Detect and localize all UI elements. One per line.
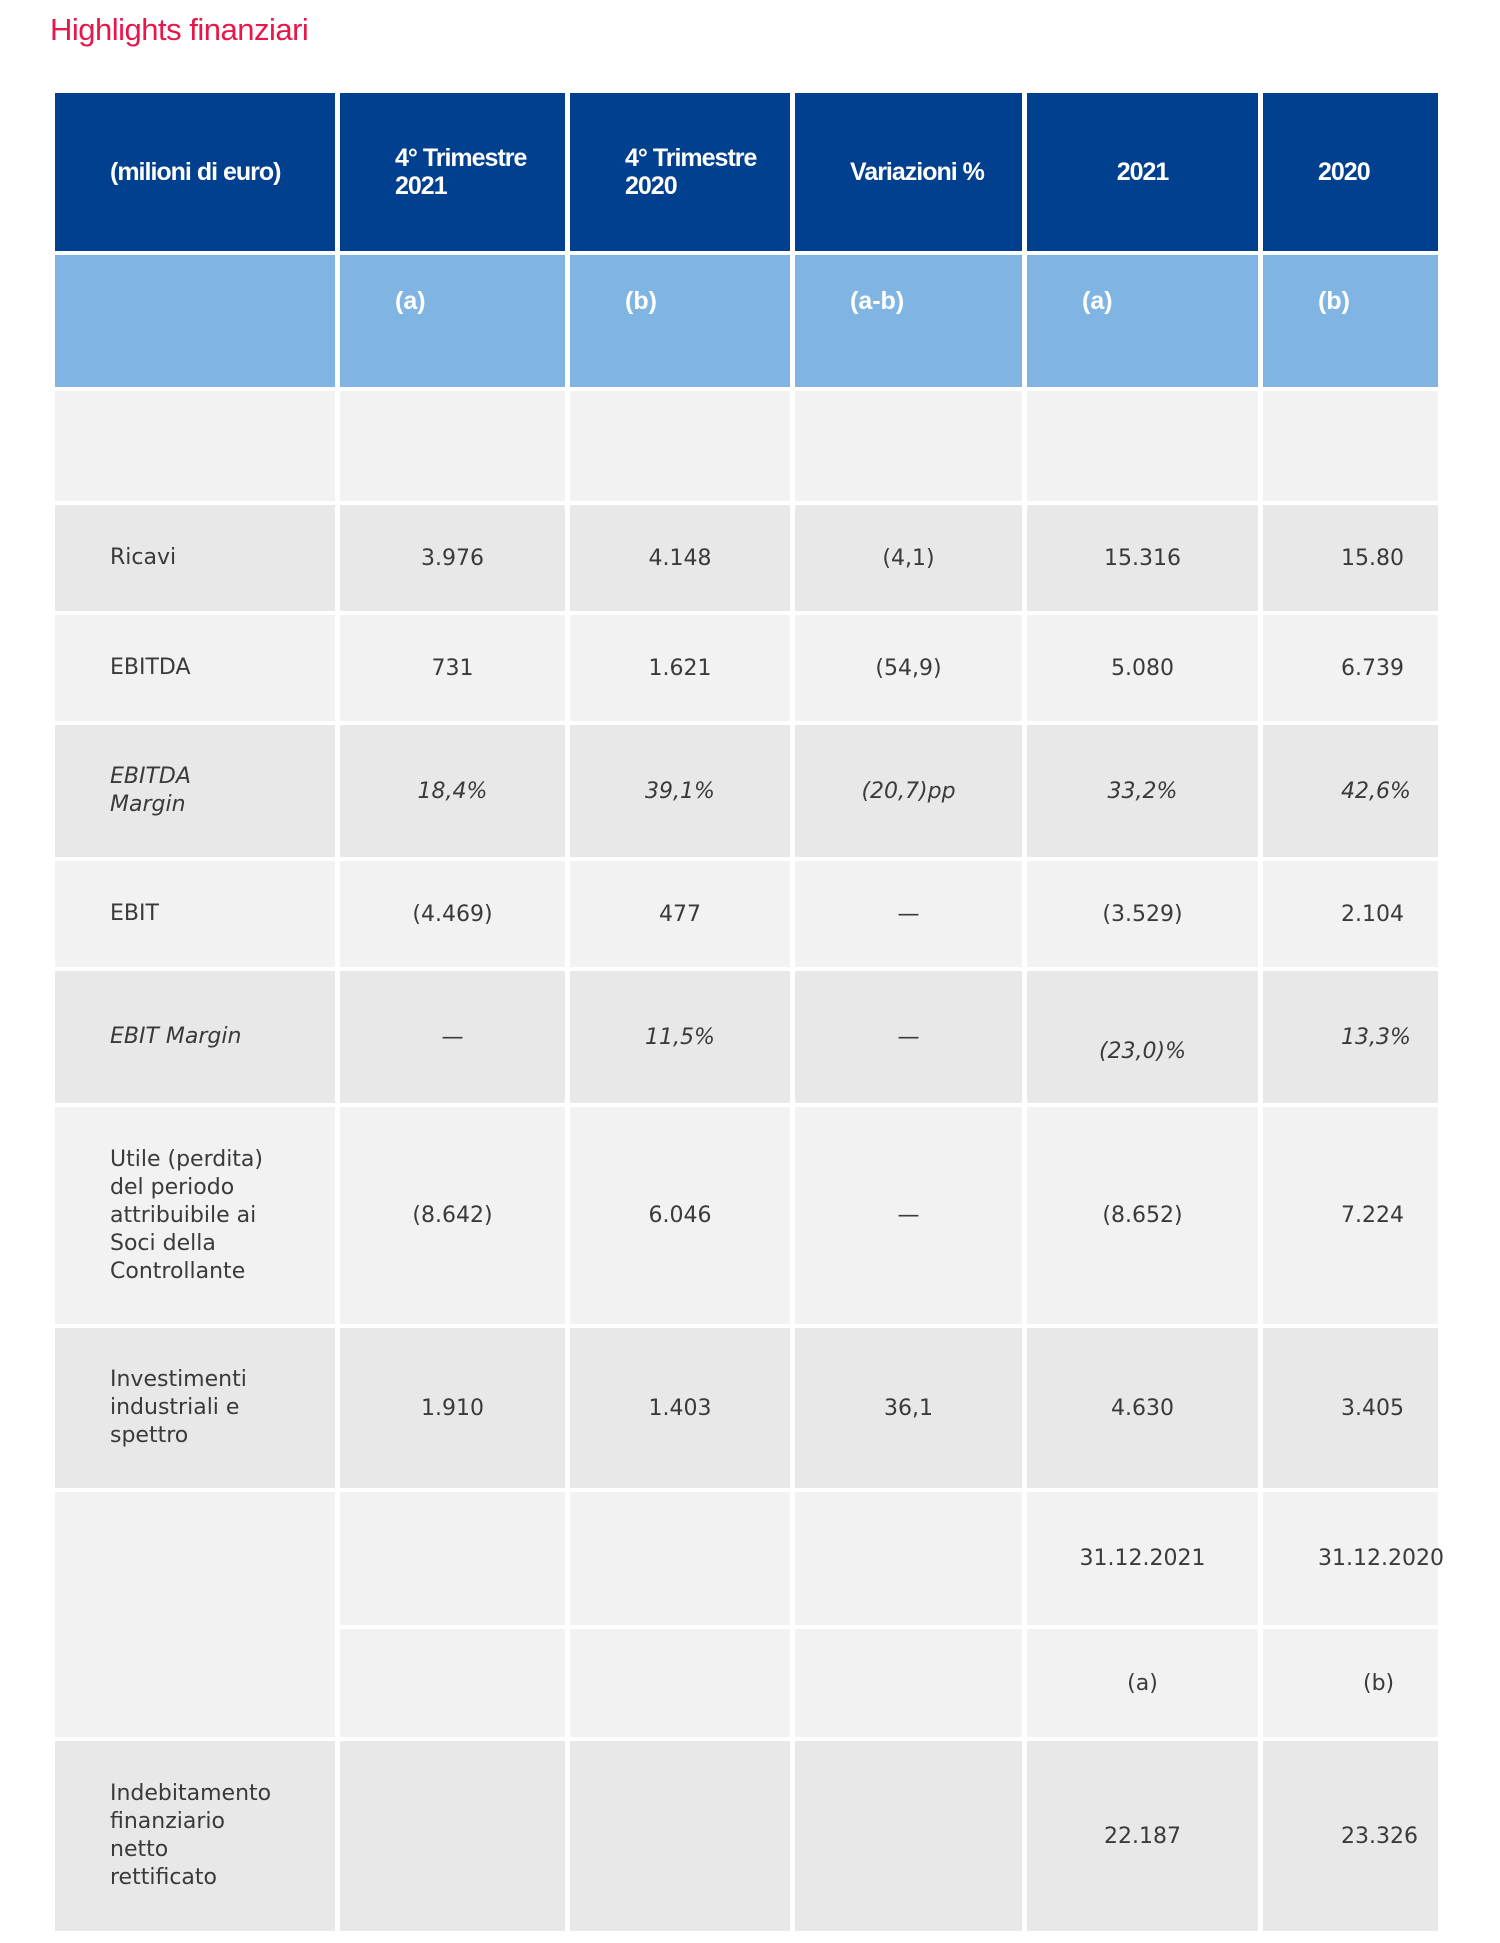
table-cell: — [340,971,565,1103]
table-cell: 1.910 [340,1328,565,1488]
subheader-a-b: (a-b) [795,255,1022,387]
table-cell: 33,2% [1027,725,1258,857]
page-title: Highlights finanziari [50,12,309,47]
spacer-cell [340,391,565,501]
balance-date-2020: 31.12.2020 [1263,1492,1438,1625]
table-cell: 731 [340,615,565,721]
spacer-cell [340,1492,565,1625]
table-cell: 4.148 [570,505,790,611]
subheader-empty [55,255,335,387]
spacer-cell [570,391,790,501]
table-cell: 477 [570,861,790,967]
header-q4-2020: 4° Trimestre 2020 [570,93,790,251]
table-cell: 3.405 [1263,1328,1438,1488]
subheader-b: (b) [570,255,790,387]
header-2021: 2021 [1027,93,1258,251]
header-unit: (milioni di euro) [55,93,335,251]
subheader-b-year: (b) [1263,255,1438,387]
balance-date-2021: 31.12.2021 [1027,1492,1258,1625]
spacer-cell [1263,391,1438,501]
table-cell: 7.224 [1263,1107,1438,1324]
table-cell: 6.739 [1263,615,1438,721]
subheader-a-year: (a) [1027,255,1258,387]
table-cell: 1.403 [570,1328,790,1488]
spacer-cell [340,1629,565,1737]
table-cell: 15.80 [1263,505,1438,611]
table-cell: 42,6% [1263,725,1438,857]
table-cell: 13,3% [1263,971,1438,1103]
row-label-ricavi: Ricavi [55,505,335,611]
table-cell: (8.652) [1027,1107,1258,1324]
financial-highlights-table [55,93,1444,1908]
header-q4-2021: 4° Trimestre 2021 [340,93,565,251]
table-cell: — [795,1107,1022,1324]
row-label-ebit-margin: EBIT Margin [55,971,335,1103]
spacer-cell [570,1492,790,1625]
table-cell: (4,1) [795,505,1022,611]
table-cell: — [795,861,1022,967]
balance-sub-a: (a) [1027,1629,1258,1737]
row-label-ebitda-margin: EBITDA Margin [55,725,335,857]
row-label-ebitda: EBITDA [55,615,335,721]
table-cell: 11,5% [570,971,790,1103]
table-cell: 5.080 [1027,615,1258,721]
table-cell: (4.469) [340,861,565,967]
spacer-cell [795,1492,1022,1625]
table-cell [340,1741,565,1931]
balance-sub-b: (b) [1263,1629,1438,1737]
table-cell: 22.187 [1027,1741,1258,1931]
table-cell: (54,9) [795,615,1022,721]
table-cell: 15.316 [1027,505,1258,611]
spacer-cell [55,391,335,501]
header-2020: 2020 [1263,93,1438,251]
table-cell: (3.529) [1027,861,1258,967]
balance-label-empty [55,1492,335,1737]
table-cell: 3.976 [340,505,565,611]
table-cell: 36,1 [795,1328,1022,1488]
row-label-utile: Utile (perdita) del periodo attribuibile ai Soci della Controllante [55,1107,335,1324]
table-cell: (8.642) [340,1107,565,1324]
subheader-a: (a) [340,255,565,387]
row-label-investimenti: Investimenti industriali e spettro [55,1328,335,1488]
table-cell: 23.326 [1263,1741,1438,1931]
table-cell: (23,0)% [1027,971,1258,1103]
row-label-indebitamento: Indebitamento finanziario netto rettificato [55,1741,335,1931]
table-cell: 18,4% [340,725,565,857]
spacer-cell [1027,391,1258,501]
table-cell: — [795,971,1022,1103]
header-variation: Variazioni % [795,93,1022,251]
row-label-ebit: EBIT [55,861,335,967]
table-cell: 6.046 [570,1107,790,1324]
table-cell [570,1741,790,1931]
table-cell: 39,1% [570,725,790,857]
table-cell: (20,7)pp [795,725,1022,857]
table-cell: 2.104 [1263,861,1438,967]
table-cell: 1.621 [570,615,790,721]
spacer-cell [795,1629,1022,1737]
spacer-cell [570,1629,790,1737]
table-cell: 4.630 [1027,1328,1258,1488]
spacer-cell [795,391,1022,501]
table-cell [795,1741,1022,1931]
